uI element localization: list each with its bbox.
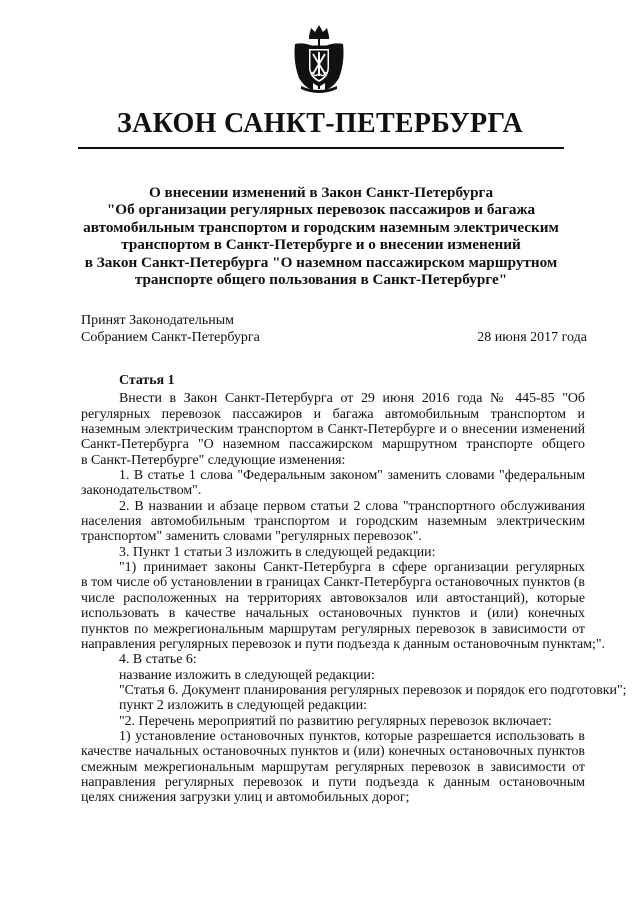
article-line: в Санкт-Петербурге" следующие изменения: <box>81 452 346 468</box>
title-line: транспортом в Санкт-Петербурге и о внесении изменений <box>121 236 521 254</box>
adoption-statement <box>81 312 260 346</box>
article-body <box>81 373 627 806</box>
article-line: наземным электрическим транспортом в Санкт-Петербурге и о внесении изменений <box>81 422 585 438</box>
article-line: населения автомобильным транспортом и городским наземным электрическим <box>81 514 585 530</box>
article-line: "Статья 6. Документ планирования регулярных перевозок и порядок его подготовки"; <box>119 682 627 698</box>
article-line: Внести в Закон Санкт-Петербурга от 29 июня 2016 года № 445-85 "Об <box>119 391 585 407</box>
adoption-line: Собранием Санкт-Петербурга <box>81 330 260 345</box>
article-line: направления регулярных перевозок и пути подъезда к данным остановочным пунктам;". <box>81 636 606 652</box>
article-line: использовать в качестве начальных остановочных пунктов и (или) конечных <box>81 606 585 622</box>
article-line: 1. В статье 1 слова "Федеральным законом" заменить словами "федеральным <box>119 468 585 484</box>
title-line: транспорте общего пользования в Санкт-Петербурге" <box>134 271 508 289</box>
adoption-date: 28 июня 2017 года <box>477 330 587 345</box>
title-line: в Закон Санкт-Петербурга "О наземном пассажирском маршрутном <box>84 253 558 271</box>
article-line: "2. Перечень мероприятий по развитию регулярных перевозок включает: <box>119 713 552 729</box>
article-line: пунктов по межрегиональным маршрутам регулярных перевозок в зависимости от <box>81 621 585 637</box>
title-line: О внесении изменений в Закон Санкт-Петербурга <box>148 184 494 201</box>
article-line: транспортом" заменить словами "регулярных перевозок". <box>81 529 422 545</box>
adoption-line: Принят Законодательным <box>81 313 234 328</box>
article-line: числе расположенных на территориях автовокзалов или автостанций), которые <box>81 590 585 606</box>
article-line: в том числе об установлении в границах Санкт-Петербурга остановочных пунктов (в <box>81 575 585 591</box>
title-line: автомобильным транспортом и городским наземным электрическим <box>83 218 559 236</box>
article-line: направления регулярных перевозок и пути подъезда к данным остановочным <box>81 774 585 790</box>
coat-of-arms-emblem <box>291 22 347 94</box>
article-line: 3. Пункт 1 статьи 3 изложить в следующей редакции: <box>119 544 436 560</box>
law-header: ЗАКОН САНКТ-ПЕТЕРБУРГА <box>117 108 523 139</box>
article-line: законодательством". <box>81 483 202 499</box>
article-line: 4. В статье 6: <box>119 652 197 668</box>
article-line: качестве начальных остановочных пунктов и (или) конечных остановочных пунктов <box>81 744 585 760</box>
document-title <box>80 184 562 288</box>
article-line: 2. В названии и абзаце первом статьи 2 слова "транспортного обслуживания <box>119 498 585 514</box>
article-heading: Статья 1 <box>119 373 175 388</box>
title-line: "Об организации регулярных перевозок пассажиров и багажа <box>106 201 536 219</box>
article-line: Санкт-Петербурга "О наземном пассажирском маршрутном транспорте общего <box>81 437 585 453</box>
article-line: 1) установление остановочных пунктов, которые разрешается использовать в <box>119 728 585 744</box>
article-line: целях снижения загрузки улиц и автомобильных дорог; <box>81 790 410 806</box>
article-line: регулярных перевозок пассажиров и багажа автомобильным транспортом и <box>81 406 585 422</box>
header-divider <box>78 147 564 149</box>
article-line: название изложить в следующей редакции: <box>119 667 375 683</box>
article-line: пункт 2 изложить в следующей редакции: <box>119 698 368 714</box>
article-line: "1) принимает законы Санкт-Петербурга в сфере организации регулярных <box>119 560 585 576</box>
article-line: смежным межрегиональным маршрутам регулярных перевозок в зависимости от <box>81 759 585 775</box>
